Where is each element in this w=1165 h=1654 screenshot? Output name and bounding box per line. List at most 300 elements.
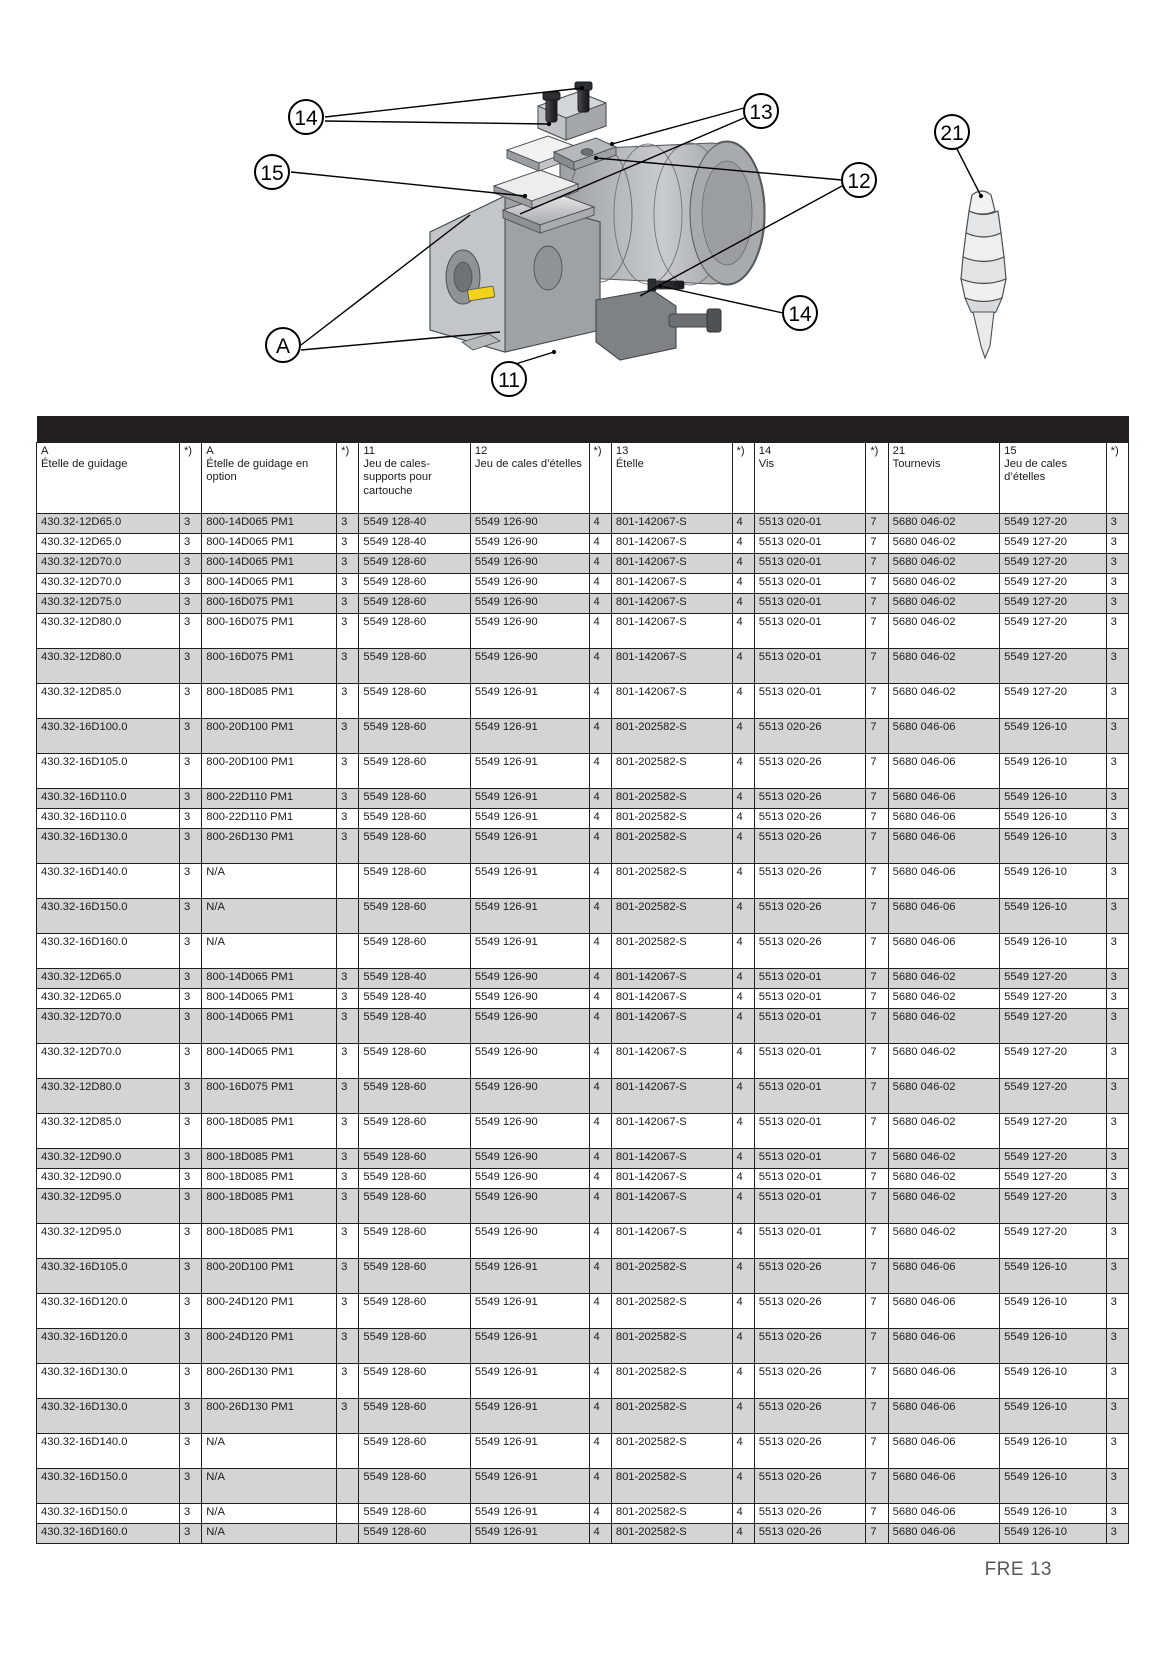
cell-c14_q: 7 (866, 934, 888, 969)
cell-a: 430.32-12D95.0 (37, 1224, 180, 1259)
cell-a: 430.32-16D130.0 (37, 1364, 180, 1399)
cell-b: N/A (202, 1469, 337, 1504)
cell-c15_q: 3 (1106, 989, 1128, 1009)
cell-c13: 801-142067-S (611, 1169, 732, 1189)
cell-b_q: 3 (337, 614, 359, 649)
column-header-number: *) (341, 445, 350, 457)
cell-b_q (337, 1504, 359, 1524)
cell-c15_q: 3 (1106, 1149, 1128, 1169)
cell-c14: 5513 020-01 (754, 574, 866, 594)
cell-c15_q: 3 (1106, 829, 1128, 864)
cell-a_q: 3 (179, 1469, 201, 1504)
column-header-c13 (611, 443, 732, 514)
cell-a: 430.32-16D120.0 (37, 1329, 180, 1364)
cell-c15: 5549 127-20 (1000, 1009, 1106, 1044)
cell-c15: 5549 127-20 (1000, 1189, 1106, 1224)
cell-c13_q: 4 (732, 1149, 754, 1169)
cell-c12_q: 4 (589, 1259, 611, 1294)
cell-a_q: 3 (179, 1504, 201, 1524)
cell-b_q: 3 (337, 719, 359, 754)
cell-b_q: 3 (337, 1364, 359, 1399)
cell-a: 430.32-12D65.0 (37, 969, 180, 989)
cell-c12: 5549 126-90 (470, 614, 589, 649)
cell-b_q: 3 (337, 1189, 359, 1224)
cell-c13: 801-202582-S (611, 864, 732, 899)
cell-c15: 5549 126-10 (1000, 1524, 1106, 1544)
cell-c13: 801-202582-S (611, 1364, 732, 1399)
cell-c12_q: 4 (589, 1294, 611, 1329)
cell-c15_q: 3 (1106, 1294, 1128, 1329)
cell-c14_q: 7 (866, 789, 888, 809)
cell-a: 430.32-16D140.0 (37, 1434, 180, 1469)
cell-c21: 5680 046-02 (888, 1114, 1000, 1149)
cell-c15: 5549 126-10 (1000, 754, 1106, 789)
cell-c13_q: 4 (732, 514, 754, 534)
cell-a_q: 3 (179, 684, 201, 719)
table-header-row (37, 443, 1129, 514)
cell-c13_q: 4 (732, 1434, 754, 1469)
cell-c14: 5513 020-26 (754, 934, 866, 969)
cell-c14_q: 7 (866, 554, 888, 574)
page-footer: FRE 13 (984, 1559, 1052, 1580)
cell-c12_q: 4 (589, 1364, 611, 1399)
cell-c15: 5549 126-10 (1000, 1329, 1106, 1364)
cell-c15_q: 3 (1106, 1434, 1128, 1469)
cell-b: 800-18D085 PM1 (202, 1149, 337, 1169)
cell-c13_q: 4 (732, 614, 754, 649)
cell-c11: 5549 128-60 (359, 1044, 471, 1079)
cell-c13_q: 4 (732, 829, 754, 864)
table-body (37, 514, 1129, 1544)
cell-c12: 5549 126-90 (470, 1189, 589, 1224)
cell-c13: 801-202582-S (611, 789, 732, 809)
cell-c15: 5549 127-20 (1000, 1169, 1106, 1189)
cell-c12: 5549 126-90 (470, 1079, 589, 1114)
cell-c13_q: 4 (732, 554, 754, 574)
cell-c14: 5513 020-26 (754, 1329, 866, 1364)
cell-c15: 5549 126-10 (1000, 1364, 1106, 1399)
cell-b: 800-26D130 PM1 (202, 1364, 337, 1399)
cell-c12: 5549 126-90 (470, 969, 589, 989)
cell-c15: 5549 126-10 (1000, 1294, 1106, 1329)
cell-c15_q: 3 (1106, 1469, 1128, 1504)
cell-c14: 5513 020-26 (754, 789, 866, 809)
cell-c14: 5513 020-01 (754, 1169, 866, 1189)
cell-c15_q: 3 (1106, 1399, 1128, 1434)
column-header-a_q (179, 443, 201, 514)
cell-c14_q: 7 (866, 1169, 888, 1189)
cell-c15: 5549 127-20 (1000, 1079, 1106, 1114)
cell-a: 430.32-16D150.0 (37, 899, 180, 934)
cell-b_q: 3 (337, 829, 359, 864)
column-header-c14 (754, 443, 866, 514)
cell-b: 800-20D100 PM1 (202, 719, 337, 754)
cell-c13: 801-202582-S (611, 1504, 732, 1524)
column-header-number: *) (736, 445, 745, 457)
column-header-label: Vis (758, 458, 775, 471)
column-header-c12 (470, 443, 589, 514)
cell-c14_q: 7 (866, 754, 888, 789)
cell-c13_q: 4 (732, 1364, 754, 1399)
cell-c14: 5513 020-01 (754, 554, 866, 574)
cell-c21: 5680 046-06 (888, 1504, 1000, 1524)
cell-c13: 801-202582-S (611, 1329, 732, 1364)
cell-c11: 5549 128-60 (359, 1434, 471, 1469)
column-header-label: Jeu de cales d’ételles (1004, 458, 1067, 484)
cell-c12_q: 4 (589, 684, 611, 719)
cell-a: 430.32-16D105.0 (37, 1259, 180, 1294)
cell-b_q: 3 (337, 1224, 359, 1259)
svg-text:12: 12 (847, 170, 871, 193)
cell-c12: 5549 126-90 (470, 554, 589, 574)
cell-c14: 5513 020-26 (754, 1294, 866, 1329)
table-row (37, 614, 1129, 649)
cell-a: 430.32-16D150.0 (37, 1469, 180, 1504)
cell-c14: 5513 020-26 (754, 1399, 866, 1434)
cell-a_q: 3 (179, 719, 201, 754)
cell-b: 800-14D065 PM1 (202, 574, 337, 594)
cell-c12: 5549 126-90 (470, 574, 589, 594)
cell-a: 430.32-16D150.0 (37, 1504, 180, 1524)
cell-b_q (337, 934, 359, 969)
cell-c14_q: 7 (866, 574, 888, 594)
table-row (37, 899, 1129, 934)
cell-c13: 801-142067-S (611, 989, 732, 1009)
table-row (37, 1149, 1129, 1169)
column-header-number: 13 (615, 445, 629, 457)
column-header-number: 12 (474, 445, 488, 457)
cell-c14: 5513 020-01 (754, 614, 866, 649)
cell-c11: 5549 128-60 (359, 1504, 471, 1524)
cell-c15_q: 3 (1106, 594, 1128, 614)
cell-c12: 5549 126-91 (470, 1364, 589, 1399)
cell-c15_q: 3 (1106, 614, 1128, 649)
table-row (37, 534, 1129, 554)
cell-c12_q: 4 (589, 789, 611, 809)
cell-a_q: 3 (179, 554, 201, 574)
cell-a_q: 3 (179, 809, 201, 829)
cell-b_q: 3 (337, 1259, 359, 1294)
cell-c14_q: 7 (866, 514, 888, 534)
cell-c12_q: 4 (589, 574, 611, 594)
cell-c12: 5549 126-90 (470, 1044, 589, 1079)
cell-c13: 801-142067-S (611, 684, 732, 719)
table-row (37, 1224, 1129, 1259)
cell-c13_q: 4 (732, 969, 754, 989)
cell-c12_q: 4 (589, 899, 611, 934)
cell-a_q: 3 (179, 1329, 201, 1364)
cell-b_q: 3 (337, 1329, 359, 1364)
cell-a: 430.32-16D120.0 (37, 1294, 180, 1329)
cell-c11: 5549 128-60 (359, 1259, 471, 1294)
cell-c13_q: 4 (732, 649, 754, 684)
cell-c12: 5549 126-91 (470, 719, 589, 754)
column-header-c15 (1000, 443, 1106, 514)
cell-c11: 5549 128-60 (359, 719, 471, 754)
cell-c15_q: 3 (1106, 1524, 1128, 1544)
cell-c14_q: 7 (866, 594, 888, 614)
cell-c11: 5549 128-40 (359, 989, 471, 1009)
cell-c14: 5513 020-01 (754, 684, 866, 719)
table-row (37, 1009, 1129, 1044)
cell-c13_q: 4 (732, 1259, 754, 1294)
cell-a_q: 3 (179, 574, 201, 594)
cell-c12_q: 4 (589, 1114, 611, 1149)
cell-c14: 5513 020-01 (754, 534, 866, 554)
cell-c15: 5549 127-20 (1000, 649, 1106, 684)
cell-c13: 801-142067-S (611, 514, 732, 534)
cell-c13: 801-142067-S (611, 614, 732, 649)
cell-c15: 5549 127-20 (1000, 1224, 1106, 1259)
column-header-c21 (888, 443, 1000, 514)
column-header-c15_q (1106, 443, 1128, 514)
cell-c14_q: 7 (866, 649, 888, 684)
cell-c14_q: 7 (866, 1009, 888, 1044)
cell-c12: 5549 126-91 (470, 1434, 589, 1469)
cell-a: 430.32-16D105.0 (37, 754, 180, 789)
cell-a: 430.32-12D65.0 (37, 989, 180, 1009)
cell-c14: 5513 020-01 (754, 514, 866, 534)
cell-c15: 5549 127-20 (1000, 614, 1106, 649)
cell-b_q: 3 (337, 649, 359, 684)
cell-c13: 801-202582-S (611, 934, 732, 969)
cell-b_q: 3 (337, 1009, 359, 1044)
cell-c15_q: 3 (1106, 789, 1128, 809)
cell-c21: 5680 046-02 (888, 1169, 1000, 1189)
cell-c11: 5549 128-60 (359, 1294, 471, 1329)
cell-c13: 801-202582-S (611, 899, 732, 934)
cell-c12: 5549 126-91 (470, 934, 589, 969)
cell-c13_q: 4 (732, 1524, 754, 1544)
cell-c13_q: 4 (732, 574, 754, 594)
cell-c12: 5549 126-90 (470, 534, 589, 554)
table-row (37, 554, 1129, 574)
cell-c14: 5513 020-01 (754, 1224, 866, 1259)
cell-c21: 5680 046-06 (888, 789, 1000, 809)
parts-table (36, 416, 1129, 1544)
cell-c21: 5680 046-02 (888, 514, 1000, 534)
cell-a: 430.32-12D80.0 (37, 649, 180, 684)
cell-c12: 5549 126-91 (470, 1469, 589, 1504)
cell-c14_q: 7 (866, 1224, 888, 1259)
cell-c15_q: 3 (1106, 1504, 1128, 1524)
cell-c14_q: 7 (866, 1259, 888, 1294)
cell-c15: 5549 127-20 (1000, 1044, 1106, 1079)
cell-c15_q: 3 (1106, 514, 1128, 534)
cell-c11: 5549 128-60 (359, 1399, 471, 1434)
cell-c15_q: 3 (1106, 1009, 1128, 1044)
cell-c21: 5680 046-06 (888, 1524, 1000, 1544)
cell-c13: 801-142067-S (611, 969, 732, 989)
cell-c21: 5680 046-06 (888, 1364, 1000, 1399)
cell-c12_q: 4 (589, 614, 611, 649)
cell-c12: 5549 126-91 (470, 1399, 589, 1434)
cell-a_q: 3 (179, 1149, 201, 1169)
cell-a: 430.32-12D95.0 (37, 1189, 180, 1224)
svg-text:21: 21 (940, 122, 964, 145)
cell-a: 430.32-12D70.0 (37, 554, 180, 574)
cell-c15: 5549 127-20 (1000, 989, 1106, 1009)
cell-c14_q: 7 (866, 1434, 888, 1469)
cell-c15: 5549 126-10 (1000, 789, 1106, 809)
table-row (37, 1189, 1129, 1224)
cell-c12_q: 4 (589, 934, 611, 969)
cell-c14: 5513 020-26 (754, 719, 866, 754)
cell-c14_q: 7 (866, 1329, 888, 1364)
table-row (37, 789, 1129, 809)
cell-b_q: 3 (337, 594, 359, 614)
cell-a_q: 3 (179, 989, 201, 1009)
cell-c13_q: 4 (732, 1224, 754, 1259)
cell-b_q: 3 (337, 1169, 359, 1189)
cell-c15_q: 3 (1106, 754, 1128, 789)
cell-b: 800-14D065 PM1 (202, 534, 337, 554)
column-header-number: *) (183, 445, 193, 457)
table-row (37, 1294, 1129, 1329)
callout-14-right (783, 296, 817, 330)
cell-c12: 5549 126-90 (470, 514, 589, 534)
cell-c15_q: 3 (1106, 1329, 1128, 1364)
cell-b: N/A (202, 864, 337, 899)
cell-a: 430.32-16D110.0 (37, 809, 180, 829)
cell-a: 430.32-12D80.0 (37, 614, 180, 649)
cell-c14_q: 7 (866, 684, 888, 719)
cell-c15: 5549 126-10 (1000, 1399, 1106, 1434)
cell-c12_q: 4 (589, 809, 611, 829)
cell-b_q: 3 (337, 1079, 359, 1114)
cell-c21: 5680 046-02 (888, 1009, 1000, 1044)
column-header-number: A (41, 445, 49, 457)
cell-a: 430.32-16D130.0 (37, 1399, 180, 1434)
cell-c15: 5549 126-10 (1000, 719, 1106, 754)
cell-c15: 5549 127-20 (1000, 1114, 1106, 1149)
cell-c13: 801-142067-S (611, 1224, 732, 1259)
cell-c11: 5549 128-40 (359, 969, 471, 989)
cell-c14: 5513 020-01 (754, 1189, 866, 1224)
cell-c11: 5549 128-60 (359, 754, 471, 789)
cell-c21: 5680 046-02 (888, 969, 1000, 989)
column-header-label: Ételle de guidage (41, 458, 128, 471)
table-row (37, 1469, 1129, 1504)
cell-c13: 801-202582-S (611, 1399, 732, 1434)
column-header-number: 21 (892, 445, 906, 457)
cell-c15: 5549 126-10 (1000, 1504, 1106, 1524)
cell-a_q: 3 (179, 1044, 201, 1079)
table-row (37, 684, 1129, 719)
cell-a_q: 3 (179, 1294, 201, 1329)
cell-c14_q: 7 (866, 809, 888, 829)
cell-c12: 5549 126-90 (470, 649, 589, 684)
cell-b_q: 3 (337, 969, 359, 989)
cell-c12: 5549 126-90 (470, 1009, 589, 1044)
cell-b: 800-14D065 PM1 (202, 1009, 337, 1044)
cell-a_q: 3 (179, 514, 201, 534)
callout-a (266, 328, 300, 362)
cell-a_q: 3 (179, 754, 201, 789)
table-row (37, 514, 1129, 534)
cell-b: 800-14D065 PM1 (202, 514, 337, 534)
cell-c13: 801-142067-S (611, 594, 732, 614)
cell-c13: 801-202582-S (611, 809, 732, 829)
cell-c11: 5549 128-60 (359, 594, 471, 614)
cell-c12_q: 4 (589, 864, 611, 899)
cell-b_q: 3 (337, 1294, 359, 1329)
cell-c12_q: 4 (589, 754, 611, 789)
cell-c21: 5680 046-02 (888, 684, 1000, 719)
cell-c12: 5549 126-91 (470, 809, 589, 829)
cell-c21: 5680 046-02 (888, 649, 1000, 684)
cell-c12_q: 4 (589, 1329, 611, 1364)
cell-c15: 5549 127-20 (1000, 594, 1106, 614)
cell-b: 800-20D100 PM1 (202, 754, 337, 789)
cell-a_q: 3 (179, 1259, 201, 1294)
cell-c11: 5549 128-60 (359, 789, 471, 809)
cell-c21: 5680 046-02 (888, 1079, 1000, 1114)
cell-c21: 5680 046-06 (888, 1294, 1000, 1329)
cell-c12_q: 4 (589, 989, 611, 1009)
svg-text:A: A (275, 335, 291, 358)
table-row (37, 1364, 1129, 1399)
cell-c13: 801-142067-S (611, 649, 732, 684)
cell-c15_q: 3 (1106, 1189, 1128, 1224)
cell-c12: 5549 126-91 (470, 1329, 589, 1364)
cell-c11: 5549 128-60 (359, 934, 471, 969)
cell-c12_q: 4 (589, 1009, 611, 1044)
cell-a_q: 3 (179, 899, 201, 934)
cell-c21: 5680 046-02 (888, 554, 1000, 574)
cell-c13_q: 4 (732, 1469, 754, 1504)
cell-c15_q: 3 (1106, 1169, 1128, 1189)
cell-c21: 5680 046-06 (888, 1329, 1000, 1364)
cell-a: 430.32-16D160.0 (37, 1524, 180, 1544)
cell-c12_q: 4 (589, 534, 611, 554)
cell-b: 800-24D120 PM1 (202, 1294, 337, 1329)
cell-a: 430.32-16D160.0 (37, 934, 180, 969)
cell-c13: 801-142067-S (611, 1149, 732, 1169)
cell-c12: 5549 126-91 (470, 1259, 589, 1294)
cell-b: 800-14D065 PM1 (202, 1044, 337, 1079)
cell-b_q: 3 (337, 1149, 359, 1169)
callout-13 (744, 94, 778, 128)
cell-c13: 801-142067-S (611, 1189, 732, 1224)
cell-c14_q: 7 (866, 969, 888, 989)
cell-b: 800-18D085 PM1 (202, 1224, 337, 1259)
cell-c14: 5513 020-26 (754, 829, 866, 864)
cell-c14: 5513 020-26 (754, 1434, 866, 1469)
cell-c12_q: 4 (589, 554, 611, 574)
cell-c15: 5549 126-10 (1000, 809, 1106, 829)
cell-c13: 801-142067-S (611, 1009, 732, 1044)
cell-c13: 801-202582-S (611, 1524, 732, 1544)
parts-table-container (36, 416, 1129, 1544)
column-header-c14_q (866, 443, 888, 514)
svg-text:13: 13 (749, 101, 773, 124)
table-row (37, 1399, 1129, 1434)
cell-c12: 5549 126-91 (470, 1524, 589, 1544)
cell-c14_q: 7 (866, 719, 888, 754)
cell-b: 800-18D085 PM1 (202, 684, 337, 719)
cell-c15_q: 3 (1106, 1224, 1128, 1259)
cell-c12_q: 4 (589, 1169, 611, 1189)
cell-c15: 5549 127-20 (1000, 1149, 1106, 1169)
cell-c15: 5549 127-20 (1000, 534, 1106, 554)
cell-a: 430.32-16D130.0 (37, 829, 180, 864)
cell-c12: 5549 126-91 (470, 829, 589, 864)
cell-c12: 5549 126-90 (470, 1149, 589, 1169)
cell-c11: 5549 128-60 (359, 1169, 471, 1189)
cell-c15: 5549 126-10 (1000, 829, 1106, 864)
cell-c14: 5513 020-26 (754, 809, 866, 829)
